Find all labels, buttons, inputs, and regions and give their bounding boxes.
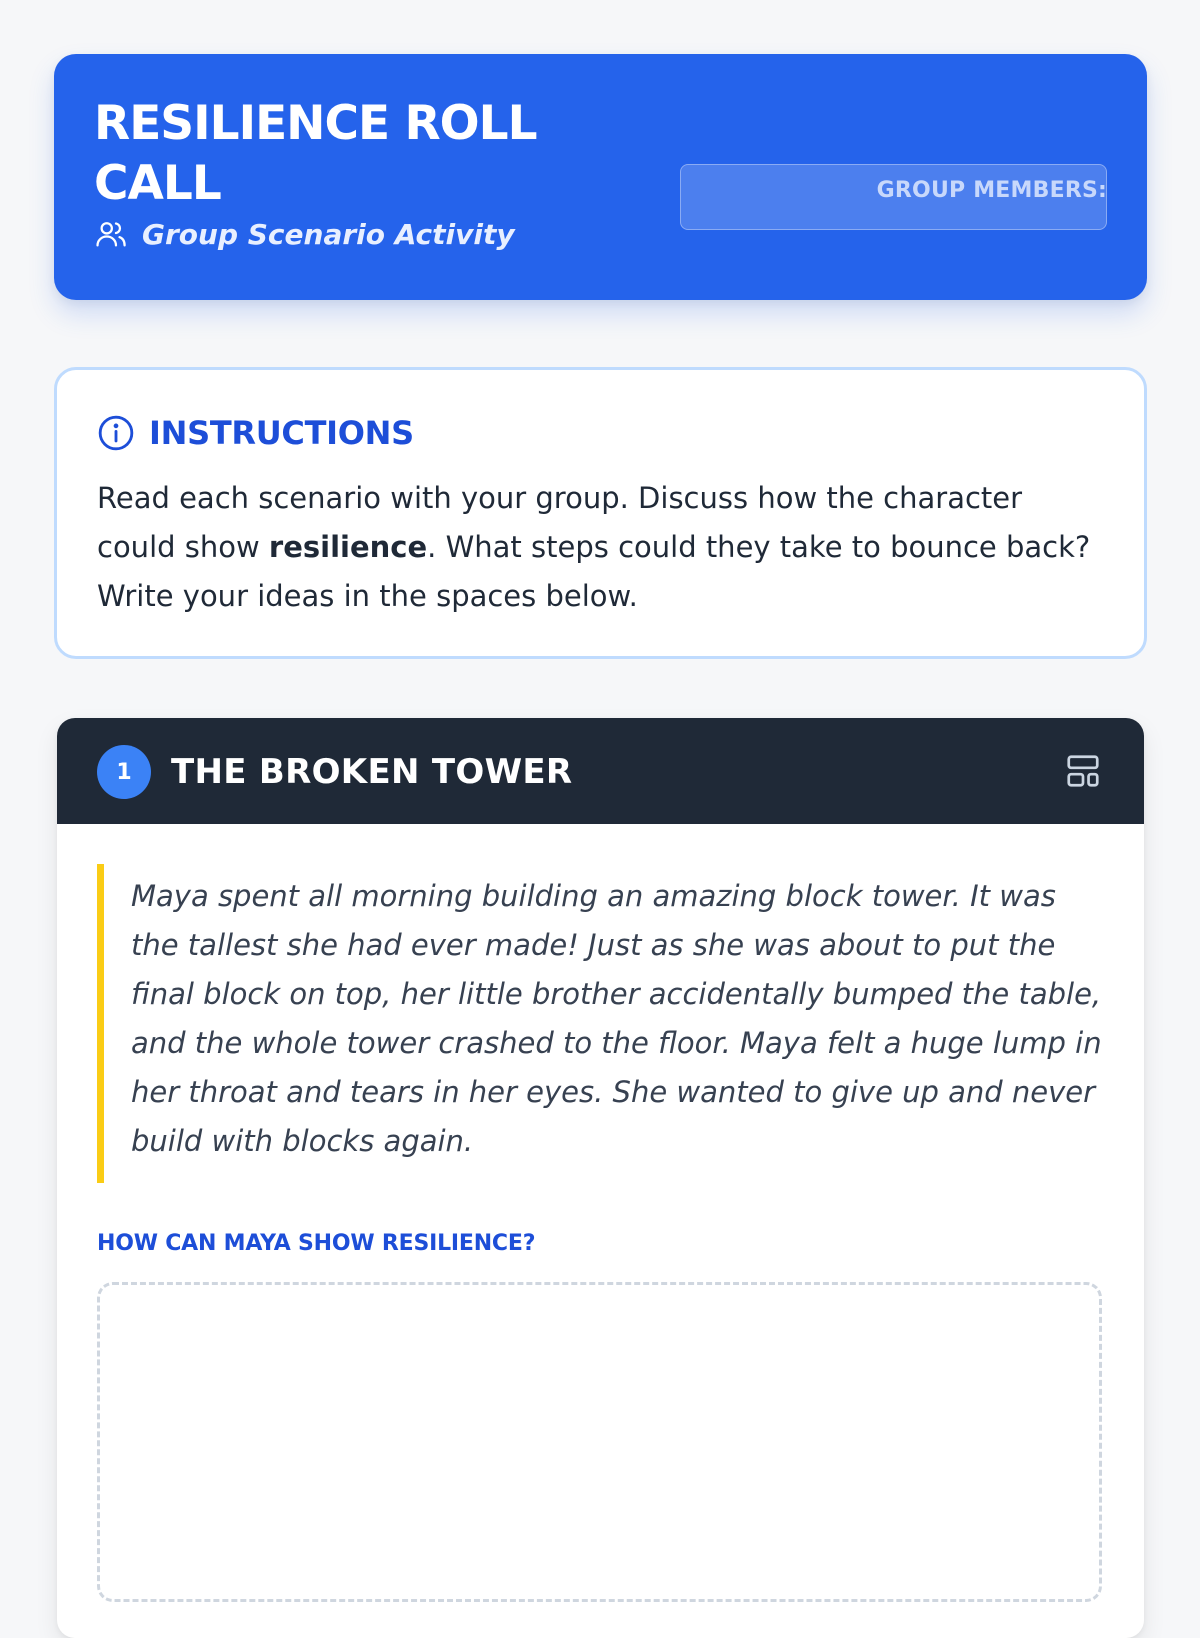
group-members-label: GROUP MEMBERS: [876,178,1107,203]
instructions-keyword: resilience [268,530,428,564]
subtitle-row [94,214,515,254]
page-title: RESILIENCE ROLL CALL [94,96,537,211]
instructions-heading [97,414,414,452]
instructions-text [97,474,1097,621]
group-members-input[interactable] [680,164,1107,230]
scenario-story: Maya spent all morning building an amazing block tower. It was the tallest she had ever made! Just as she was about to put the final block on top, her little brother accidentally bumped the table, and the whole tower crashed to the floor. Maya felt a huge lump in her throat and tears in her eyes. She wanted to give up and never build with blocks again. [97,864,1107,1183]
scenario-card [57,718,1144,1638]
subtitle: Group Scenario Activity [142,217,515,251]
instructions-panel [54,367,1147,659]
answer-textarea[interactable] [97,1282,1102,1602]
activity-header [54,54,1147,300]
info-icon [97,414,135,452]
instructions-text-part: Read each scenario with your group. Discuss how the character could show [97,481,1023,564]
instructions-text-part: . What steps could they take to bounce back? Write your ideas in the spaces below. [97,530,1091,613]
scenario-title: THE BROKEN TOWER [171,752,573,792]
users-icon [94,217,128,251]
instructions-title: INSTRUCTIONS [149,414,414,452]
question-label: HOW CAN MAYA SHOW RESILIENCE? [97,1231,536,1256]
scenario-header [57,718,1144,824]
layout-icon [1064,752,1102,790]
scenario-number-badge: 1 [97,745,151,799]
